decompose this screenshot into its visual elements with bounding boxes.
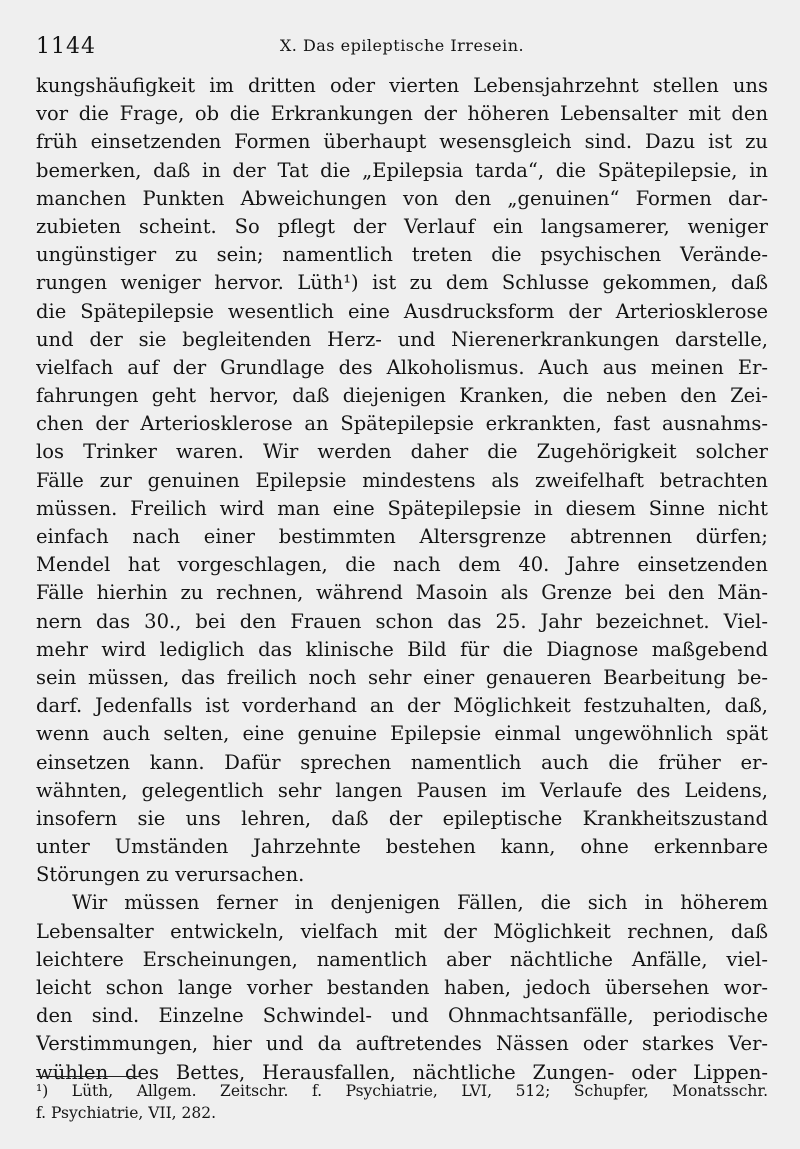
- text-line: leichtere Erscheinungen, namentlich aber nächtliche Anfälle, viel-: [36, 947, 768, 971]
- text-line: rungen weniger hervor. Lüth¹) ist zu dem Schlusse gekommen, daß: [36, 271, 768, 295]
- text-line: einfach nach einer bestimmten Altersgrenze abtrennen dürfen;: [36, 525, 768, 548]
- text-line: vielfach auf der Grundlage des Alkoholismus. Auch aus meinen Er-: [36, 355, 768, 379]
- text-line: den sind. Einzelne Schwindel- und Ohnmachtsanfälle, periodische: [36, 1004, 768, 1028]
- text-line: chen der Arteriosklerose an Spätepilepsie erkrankten, fast ausnahms-: [36, 412, 768, 436]
- running-title: X. Das epileptische Irresein.: [279, 36, 525, 55]
- text-line: los Trinker waren. Wir werden daher die Zugehörigkeit solcher: [36, 440, 768, 464]
- text-line: Fälle hierhin zu rechnen, während Masoin als Grenze bei den Män-: [36, 581, 768, 605]
- text-line: mehr wird lediglich das klinische Bild für die Diagnose maßgebend: [36, 637, 768, 661]
- footnote: [36, 1080, 768, 1124]
- text-line: einsetzen kann. Dafür sprechen namentlich auch die früher er-: [36, 750, 768, 774]
- text-line: zubieten scheint. So pflegt der Verlauf ein langsamerer, weniger: [36, 214, 768, 238]
- text-line: vor die Frage, ob die Erkrankungen der höheren Lebensalter mit den: [36, 102, 768, 126]
- paragraph-1: [36, 72, 768, 889]
- page-header: [36, 34, 768, 58]
- text-line: wähnten, gelegentlich sehr langen Pausen im Verlaufe des Leidens,: [36, 778, 768, 802]
- text-line: Störungen zu verursachen.: [36, 863, 305, 887]
- footnote-divider: [36, 1076, 140, 1077]
- text-line: unter Umständen Jahrzehnte bestehen kann, ohne erkennbare: [36, 835, 768, 859]
- text-line: darf. Jedenfalls ist vorderhand an der Möglichkeit festzuhalten, daß,: [36, 694, 768, 718]
- text-line: nern das 30., bei den Frauen schon das 25. Jahr bezeichnet. Viel-: [36, 609, 768, 633]
- text-line: leicht schon lange vorher bestanden haben, jedoch übersehen wor-: [36, 976, 768, 999]
- text-line: und der sie begleitenden Herz- und Nierenerkrankungen darstelle,: [36, 327, 768, 351]
- text-line: manchen Punkten Abweichungen von den „genuinen“ Formen dar-: [36, 186, 768, 210]
- text-line: früh einsetzenden Formen überhaupt wesensgleich sind. Dazu ist zu: [36, 130, 768, 154]
- text-line: Mendel hat vorgeschlagen, die nach dem 40. Jahre einsetzenden: [36, 553, 768, 577]
- text-line: ungünstiger zu sein; namentlich treten die psychischen Verände-: [36, 243, 768, 267]
- text-line: wühlen des Bettes, Herausfallen, nächtliche Zungen- oder Lippen-: [36, 1060, 768, 1084]
- page-number: 1144: [36, 34, 96, 59]
- text-line: Fälle zur genuinen Epilepsie mindestens als zweifelhaft betrachten: [36, 468, 768, 492]
- text-line: müssen. Freilich wird man eine Spätepilepsie in diesem Sinne nicht: [36, 496, 768, 520]
- text-line: kungshäufigkeit im dritten oder vierten Lebensjahrzehnt stellen uns: [36, 74, 768, 97]
- text-line: insofern sie uns lehren, daß der epileptische Krankheitszustand: [36, 806, 768, 830]
- text-line: sein müssen, das freilich noch sehr einer genaueren Bearbeitung be-: [36, 665, 768, 689]
- footnote-line: f. Psychiatrie, VII, 282.: [36, 1104, 217, 1122]
- paragraph-2: [36, 889, 768, 1086]
- footnote-line: ¹) Lüth, Allgem. Zeitschr. f. Psychiatrie, LVI, 512; Schupfer, Monatsschr.: [36, 1082, 768, 1100]
- text-line: Lebensalter entwickeln, vielfach mit der Möglichkeit rechnen, daß: [36, 919, 768, 943]
- text-line: wenn auch selten, eine genuine Epilepsie einmal ungewöhnlich spät: [36, 722, 768, 746]
- text-line: Wir müssen ferner in denjenigen Fällen, die sich in höherem: [72, 891, 768, 915]
- main-text: [36, 72, 768, 1087]
- text-line: Verstimmungen, hier und da auftretendes Nässen oder starkes Ver-: [36, 1032, 768, 1056]
- text-line: bemerken, daß in der Tat die „Epilepsia tarda“, die Spätepilepsie, in: [36, 158, 768, 182]
- text-line: die Spätepilepsie wesentlich eine Ausdrucksform der Arteriosklerose: [36, 299, 768, 323]
- text-line: fahrungen geht hervor, daß diejenigen Kranken, die neben den Zei-: [36, 384, 768, 408]
